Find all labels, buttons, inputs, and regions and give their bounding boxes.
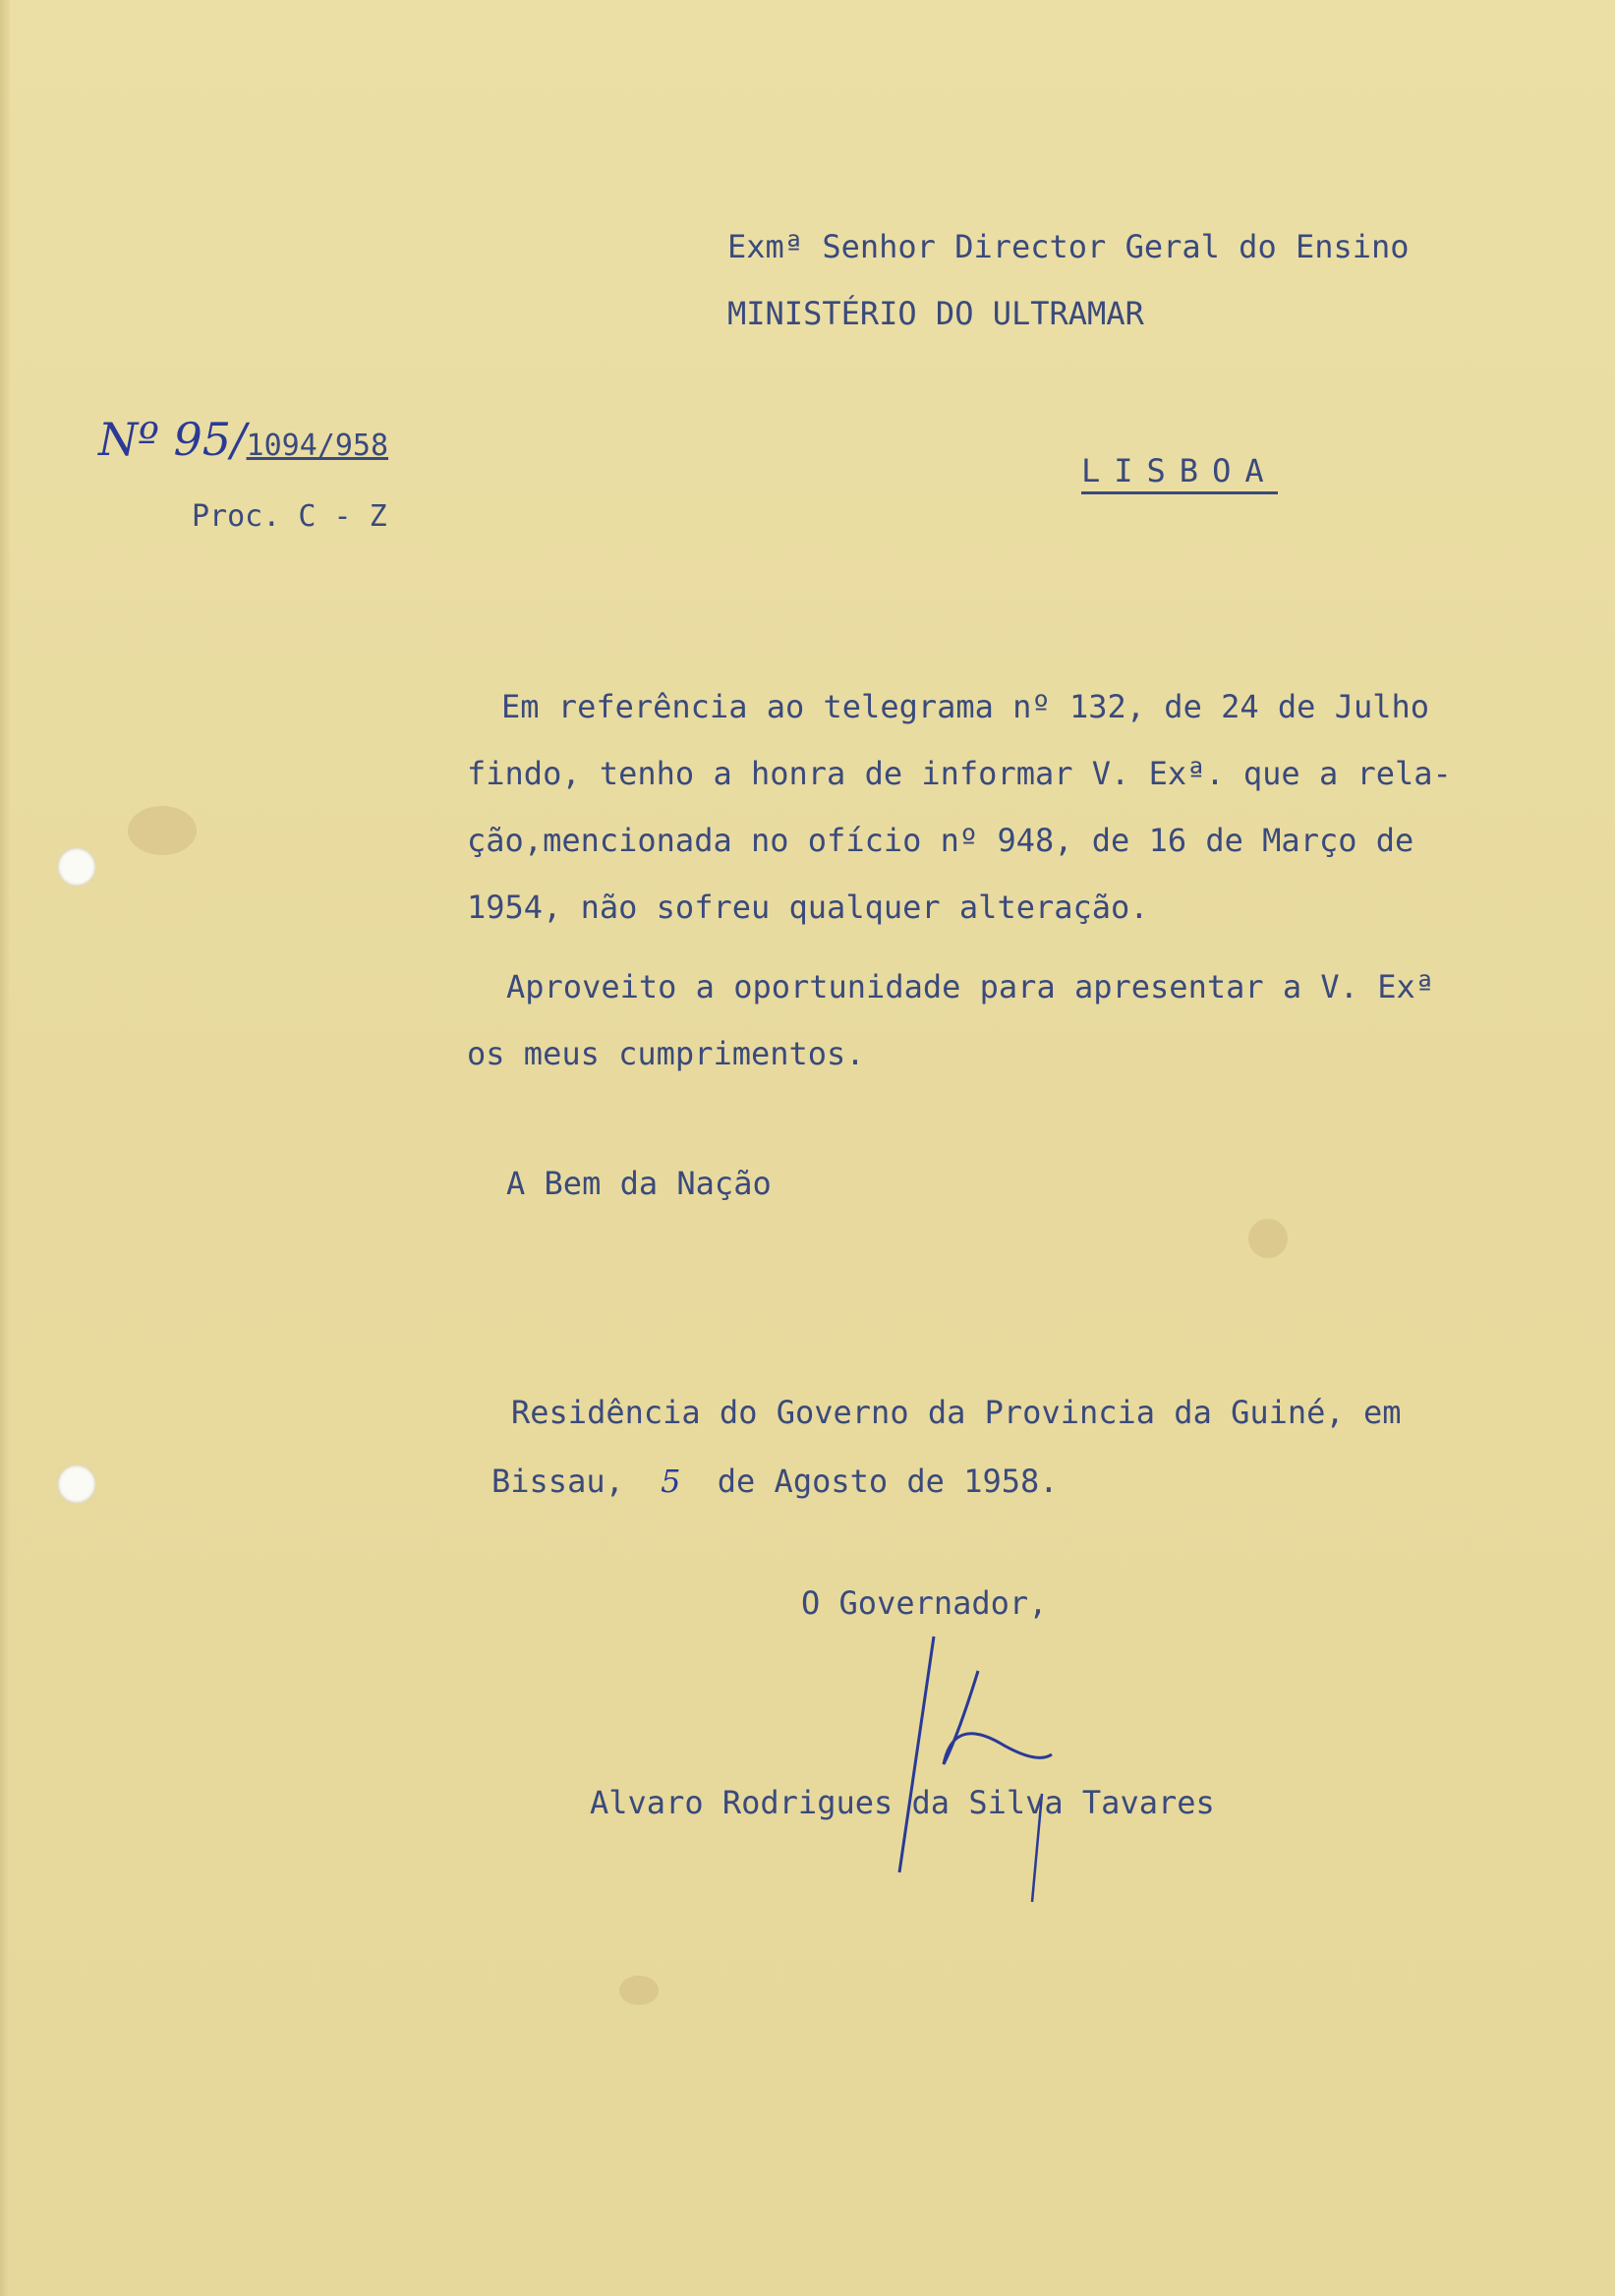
handwritten-signature (865, 1597, 1101, 1912)
reference-number (98, 413, 388, 466)
body-line-5: Aproveito a oportunidade para apresentar a V. Exª (506, 968, 1435, 1005)
handwritten-reference: Nº 95/ (98, 413, 247, 466)
body-line-4: 1954, não sofreu qualquer alteração. (467, 889, 1149, 926)
place-line-1: Residência do Governo da Provincia da Guiné, em (511, 1394, 1402, 1431)
place-date-line (491, 1463, 1059, 1500)
date-month-year: de Agosto de 1958. (717, 1463, 1059, 1500)
process-code: Proc. C - Z (192, 499, 387, 534)
salutation: A Bem da Nação (506, 1165, 772, 1202)
paper-stain (1248, 1219, 1288, 1258)
punch-hole-top (57, 847, 96, 887)
body-line-1: Em referência ao telegrama nº 132, de 24 de Julho (501, 688, 1430, 725)
signatory-name: Alvaro Rodrigues da Silva Tavares (590, 1784, 1215, 1821)
paper-stain (619, 1976, 659, 2005)
handwritten-day: 5 (661, 1463, 681, 1500)
addressee-ministry: MINISTÉRIO DO ULTRAMAR (727, 295, 1144, 332)
signatory-title: O Governador, (801, 1584, 1048, 1622)
addressee-title: Exmª Senhor Director Geral do Ensino (727, 228, 1410, 265)
typed-reference: 1094/958 (246, 429, 389, 463)
body-line-3: ção,mencionada no ofício nº 948, de 16 de Março de (467, 822, 1414, 859)
paper-stain (128, 806, 197, 855)
addressee-city: LISBOA (1081, 452, 1278, 494)
body-line-2: findo, tenho a honra de informar V. Exª. que a rela- (467, 755, 1452, 792)
place-city: Bissau, (491, 1463, 624, 1500)
body-line-6: os meus cumprimentos. (467, 1035, 865, 1072)
page-edge-shadow (0, 0, 10, 2296)
punch-hole-bottom (57, 1464, 96, 1504)
